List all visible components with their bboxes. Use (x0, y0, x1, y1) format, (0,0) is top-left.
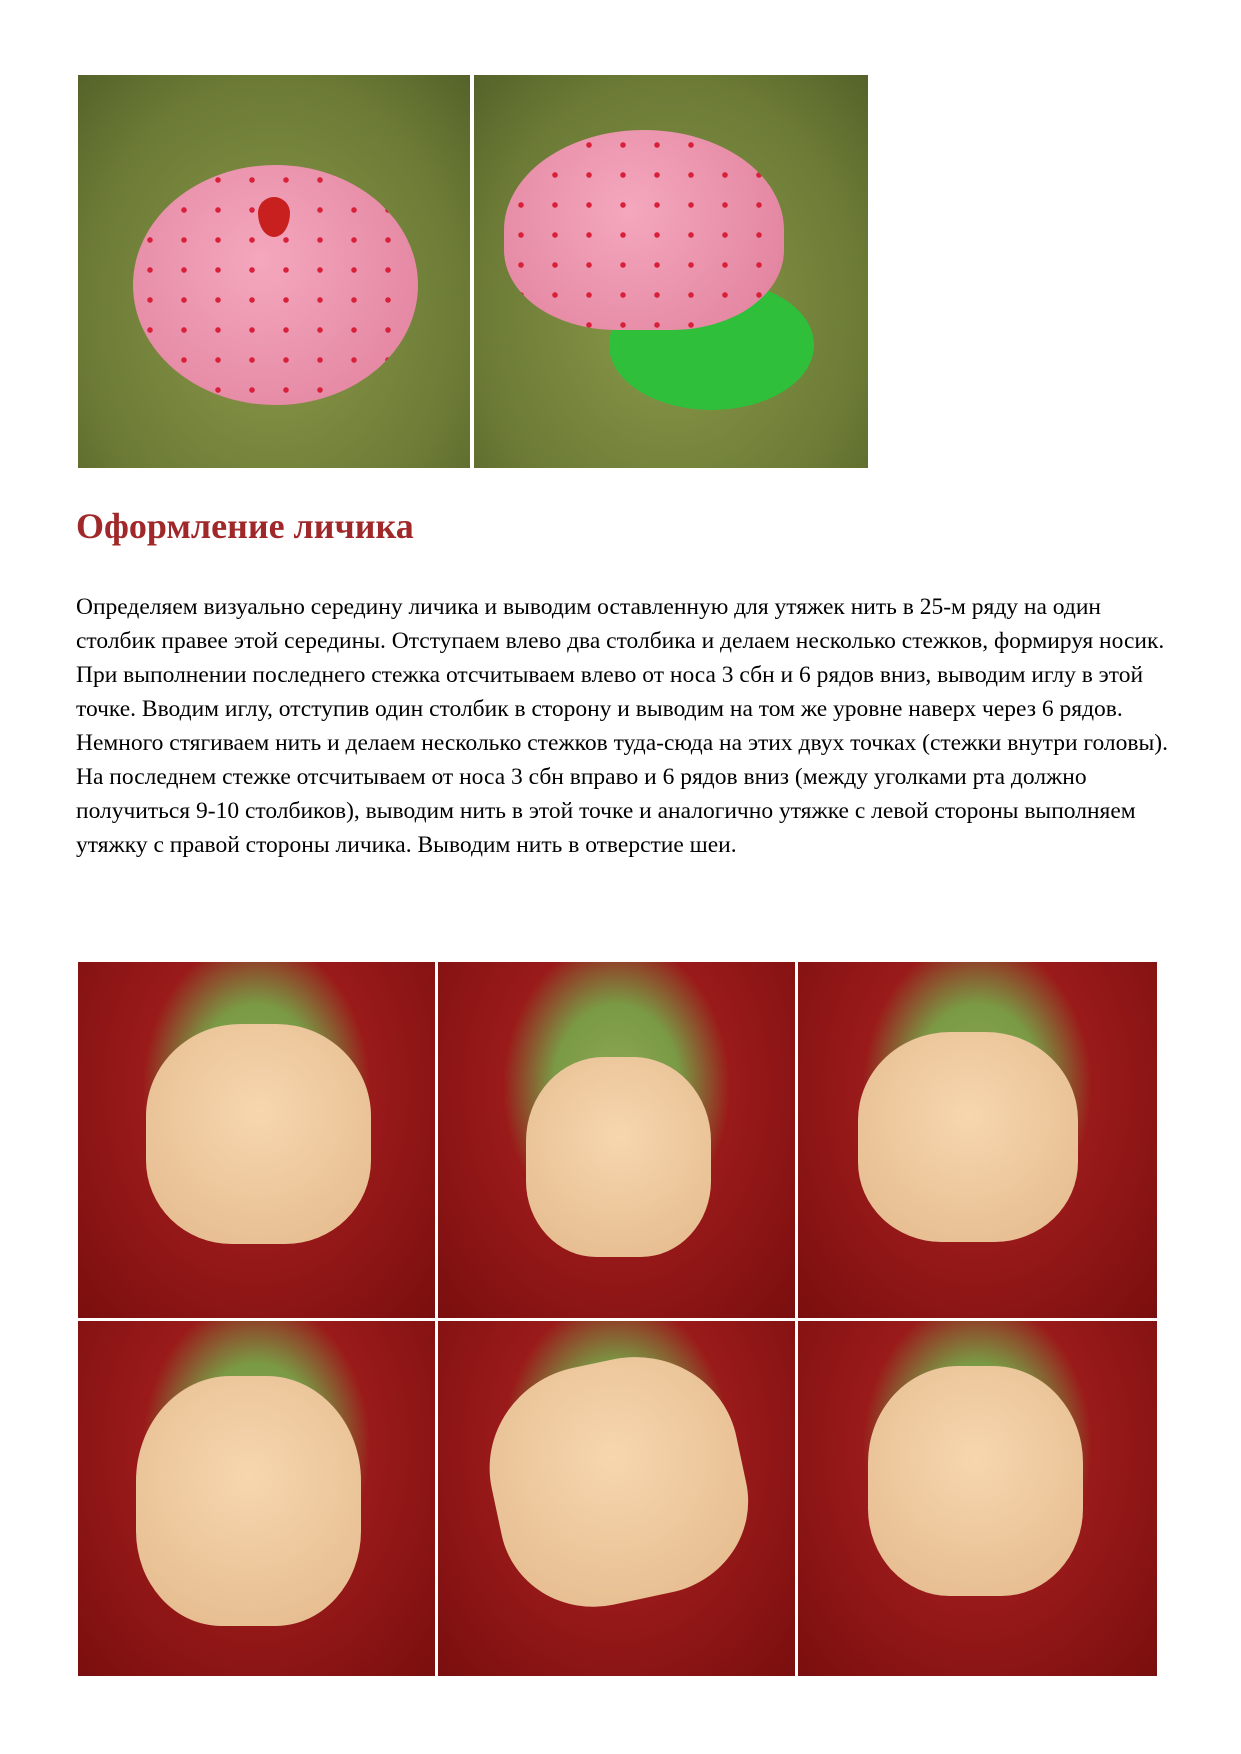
photo-step-6 (798, 1321, 1157, 1676)
photo-step-1 (78, 962, 435, 1318)
section-heading: Оформление личика (76, 506, 414, 546)
photo-step-2 (438, 962, 795, 1318)
instructions-paragraph: Определяем визуально середину личика и выводим оставленную для утяжек нить в 25-м ряду на один столбик правее этой середины. Отступаем влево два столбика и делаем несколько стежков, формируя носик. При выполнении последнего стежка отсчитываем влево от носа 3 сбн и 6 рядов вниз, выводим иглу в этой точке. Вводим иглу, отступив один столбик в сторону и выводим на том же уровне наверх через 6 рядов. Немного стягиваем нить и делаем несколько стежков туда-сюда на этих двух точках (стежки внутри головы). На последнем стежке отсчитываем от носа 3 сбн вправо и 6 рядов вниз (между уголками рта должно получиться 9-10 столбиков), выводим нить в этой точке и аналогично утяжке с левой стороны выполняем утяжку с правой стороны личика. Выводим нить в отверстие шеи. (76, 594, 1168, 858)
photo-step-5 (438, 1321, 795, 1676)
photo-hat-side (474, 75, 868, 468)
photo-step-4 (78, 1321, 435, 1676)
photo-step-3 (798, 962, 1157, 1318)
photo-hat-top (78, 75, 470, 468)
